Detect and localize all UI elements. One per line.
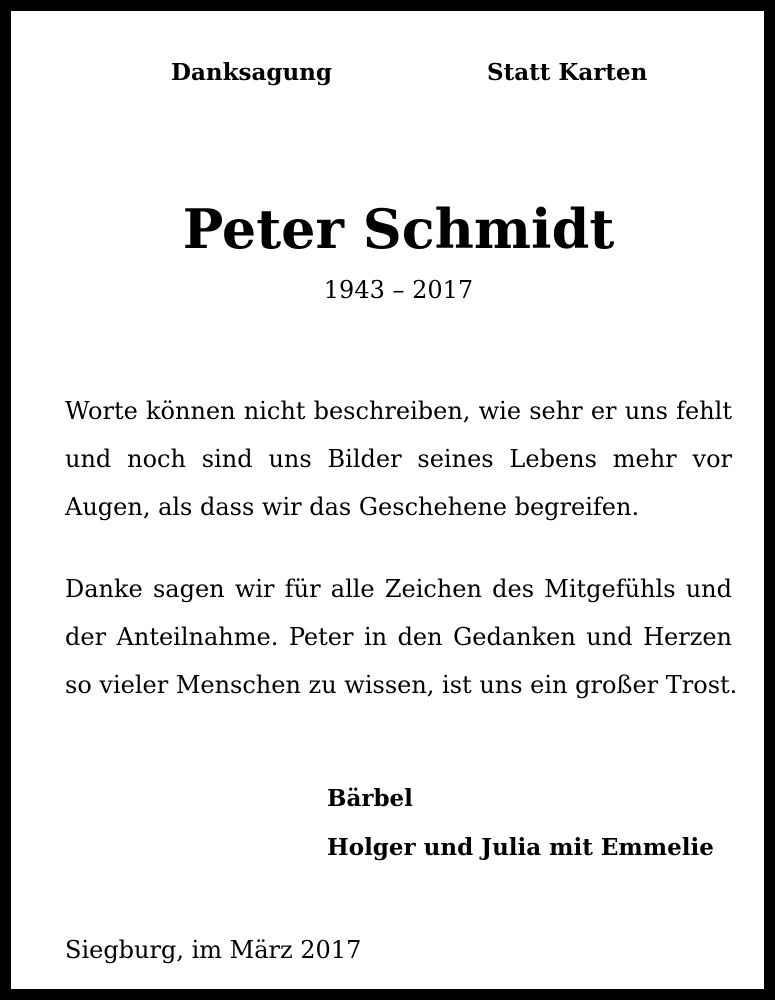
deceased-name: Peter Schmidt [182,197,615,261]
paragraph-line: Danke sagen wir für alle Zeichen des Mitgefühls und [65,575,732,603]
paragraph-line: und noch sind uns Bilder seines Lebens mehr vor [65,445,732,473]
paragraph-line: der Anteilnahme. Peter in den Gedanken und Herzen [65,623,732,651]
signature-barbel: Bärbel [327,785,413,812]
header-danksagung: Danksagung [171,59,332,86]
paragraph-line: Worte können nicht beschreiben, wie sehr er uns fehlt [65,397,732,425]
paragraph-thanks [65,571,738,715]
paragraph-line: Augen, als dass wir das Geschehene begreifen. [65,493,640,521]
signature-family: Holger und Julia mit Emmelie [327,834,714,861]
paragraph-line: so vieler Menschen zu wissen, ist uns ein großer Trost. [65,671,738,699]
place-date: Siegburg, im März 2017 [65,936,362,964]
life-dates: 1943 – 2017 [323,276,474,304]
header-statt-karten: Statt Karten [487,59,648,86]
paragraph-words [65,393,732,537]
